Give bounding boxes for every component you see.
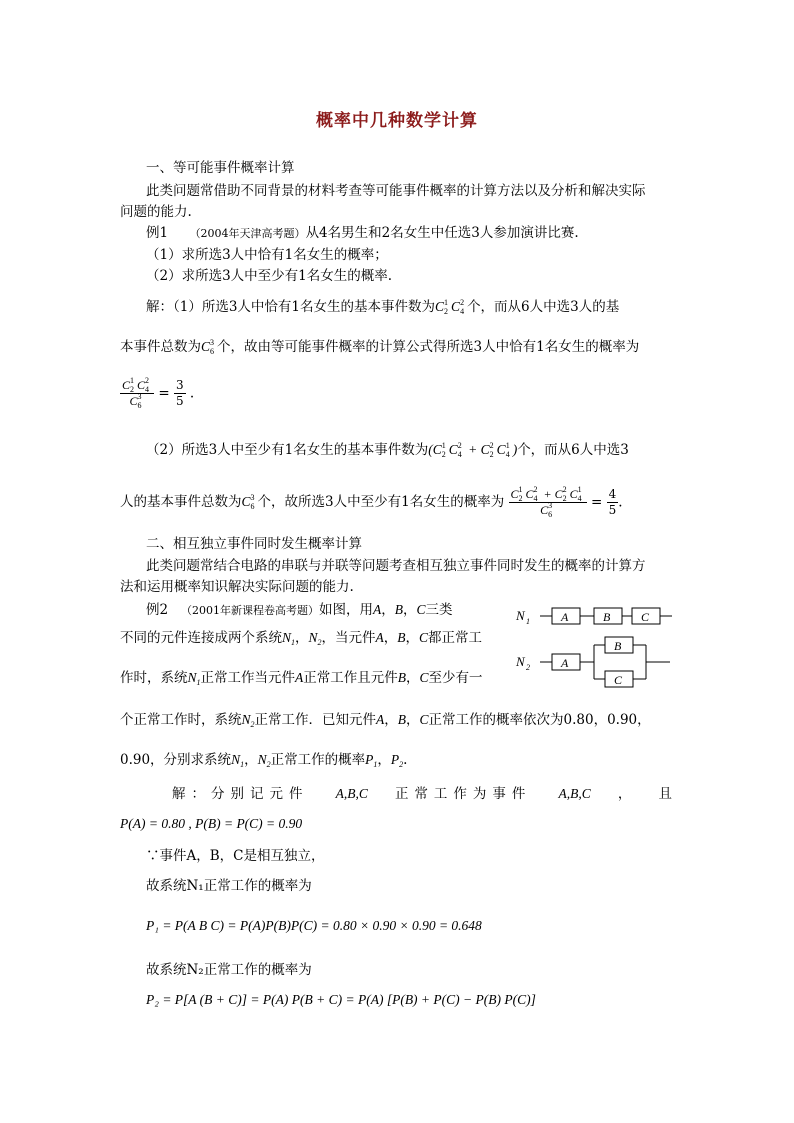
question1: （1）求所选3人中恰有1名女生的概率； — [146, 247, 388, 263]
svg-text:C: C — [614, 673, 623, 687]
sum-of-combinations: (C 1 2 C 2 4 + C 2 2 C 1 4 ) — [428, 441, 518, 459]
system1-statement: 故系统N₁正常工作的概率为 — [146, 878, 312, 894]
p2-formula: P₂ = P[A (B + C)] = P(A) P(B + C) = P(A) [P(B) + P(C) − P(B) P(C)] — [146, 992, 536, 1007]
example2-line1: 例2 （2001年新课程卷高考题）如图，用A，B，C三类 — [146, 602, 453, 618]
solution1-line2: 本事件总数为C 3 6 个，故由等可能事件概率的计算公式得所选3人中恰有1名女生的概率为 — [120, 338, 640, 356]
p1-formula: P₁ = P(A B C) = P(A)P(B)P(C) = 0.80 × 0.90 × 0.90 = 0.648 — [146, 918, 482, 933]
n1-sub: 1 — [526, 617, 530, 626]
solution2-line2: 人的基本事件总数为C 3 6 个，故所选3人中至少有1名女生的概率为 C 1 2 C 2 4 + C 2 2 C 1 4 C 3 6 = $\frac{4}{5}$ . — [120, 485, 623, 519]
system2-statement: 故系统N₂正常工作的概率为 — [146, 962, 312, 978]
section2-intro-line2: 法和运用概率知识解决实际问题的能力. — [120, 579, 354, 595]
section2-intro-line1: 此类问题常结合电路的串联与并联等问题考查相互独立事件同时发生的概率的计算方 — [146, 558, 646, 574]
n2-sub: 2 — [526, 663, 530, 672]
solution1-result: C 1 2 C 2 4 C 3 6 = $\frac{3}{5}$ . — [122, 376, 195, 410]
svg-text:B: B — [603, 610, 611, 624]
example2-line2: 不同的元件连接成两个系统$N_1$，$N_2$，当元件A，B，C都正常工 — [120, 630, 483, 647]
section1-heading: 一、等可能事件概率计算 — [146, 160, 295, 176]
combination-c2-1-c4-2: C 1 2 C 2 4 — [435, 298, 465, 316]
solution2-line1: （2）所选3人中至少有1名女生的基本事件数为(C 1 2 C 2 4 + C 2 2 C 1 4 )个，而从6人中选3 — [146, 441, 629, 459]
example2-line3: 作时，系统$N_1$正常工作当元件A正常工作且元件B，C至少有一 — [120, 670, 483, 687]
example1-source: （2004年天津高考题） — [189, 227, 306, 240]
combination-c6-3: C 3 6 — [201, 338, 215, 356]
section2-heading: 二、相互独立事件同时发生概率计算 — [146, 536, 362, 552]
example2-line4: 个正常工作时，系统$N_2$正常工作．已知元件A，B，C正常工作的概率依次为0.80，0.90， — [120, 712, 651, 729]
probabilities-given: P(A) = 0.80 , P(B) = P(C) = 0.90 — [120, 816, 303, 831]
example1-label: 例1 — [146, 225, 169, 241]
svg-text:B: B — [614, 639, 622, 653]
section1-intro-line1: 此类问题常借助不同背景的材料考查等可能事件概率的计算方法以及分析和解决实际 — [146, 183, 646, 199]
solution1-line1: 解：（1）所选3人中恰有1名女生的基本事件数为C 1 2 C 2 4 个，而从6人中选3人的基 — [146, 298, 620, 316]
example1-text: 从4名男生和2名女生中任选3人参加演讲比赛. — [305, 225, 579, 241]
page-title: 概率中几种数学计算 — [316, 111, 478, 131]
svg-text:C: C — [641, 610, 650, 624]
example1-line — [146, 223, 579, 244]
question2: （2）求所选3人中至少有1名女生的概率. — [146, 268, 393, 284]
svg-text:A: A — [561, 656, 569, 670]
n2-label: N — [516, 654, 525, 669]
svg-text:A: A — [561, 610, 569, 624]
solution-example2-line1: 解：分别记元件 A,B,C 正常工作为事件 A,B,C ， 且 — [172, 786, 672, 802]
n1-label: N — [516, 608, 525, 623]
section1-intro-line2: 问题的能力. — [120, 204, 192, 220]
example2-line5: 0.90，分别求系统$N_1$，$N_2$正常工作的概率$P_1$，$P_2$. — [120, 752, 408, 769]
independent-statement: ∵事件A，B，C是相互独立， — [146, 848, 325, 864]
circuit-diagram — [514, 598, 680, 698]
